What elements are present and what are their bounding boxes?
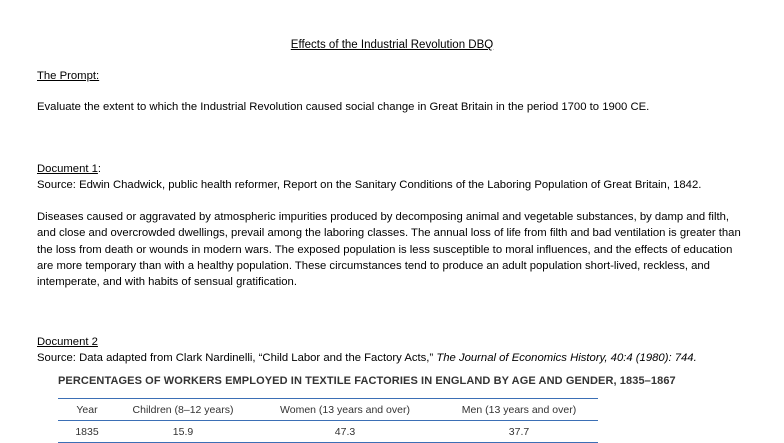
table-header-women: Women (13 years and over) <box>280 403 410 416</box>
document2-heading: Document 2 <box>37 336 98 348</box>
table-cell-year: 1835 <box>75 425 99 438</box>
page-title: Effects of the Industrial Revolution DBQ <box>290 39 494 51</box>
table-header-row <box>58 399 598 421</box>
document1-heading-line <box>37 163 101 175</box>
table-cell-children: 15.9 <box>172 425 194 438</box>
table-caption: PERCENTAGES OF WORKERS EMPLOYED IN TEXTILE FACTORIES IN ENGLAND BY AGE AND GENDER, 1835–1867 <box>58 375 676 387</box>
table-header-children: Children (8–12 years) <box>132 403 234 416</box>
table-header-year: Year <box>76 403 98 416</box>
data-table <box>58 398 598 443</box>
document1-body: Diseases caused or aggravated by atmospheric impurities produced by decomposing animal and vegetable substances, by damp and filth, and close and overcrowded dwellings, prevail among the laboring classes. The annual loss of life from filth and bad ventilation is greater than the loss from death or wounds in modern wars. The exposed population is less susceptible to moral influences, and the effects of education are more temporary than with a healthy population. These circumstances tend to produce an adult population short-lived, reckless, and intemperate, and with habits of sensual gratification. <box>37 211 741 289</box>
table-cell-women: 47.3 <box>334 425 356 438</box>
document2-source <box>37 352 697 364</box>
table-header-men: Men (13 years and over) <box>461 403 577 416</box>
document1-heading: Document 1 <box>37 163 98 175</box>
prompt-text: Evaluate the extent to which the Industrial Revolution caused social change in Great Britain in the period 1700 to 1900 CE. <box>37 101 650 113</box>
document1-source: Source: Edwin Chadwick, public health reformer, Report on the Sanitary Conditions of the Laboring Population of Great Britain, 1842. <box>37 179 702 191</box>
table-cell-men: 37.7 <box>508 425 530 438</box>
document2-source-prefix: Source: Data adapted from Clark Nardinelli, “Child Labor and the Factory Acts,” <box>37 352 437 364</box>
prompt-heading: The Prompt: <box>37 70 100 82</box>
table-row <box>58 421 598 443</box>
document1-heading-suffix: : <box>97 163 102 175</box>
document2-source-journal: The Journal of Economics History, 40:4 (1980): 744. <box>436 352 697 364</box>
